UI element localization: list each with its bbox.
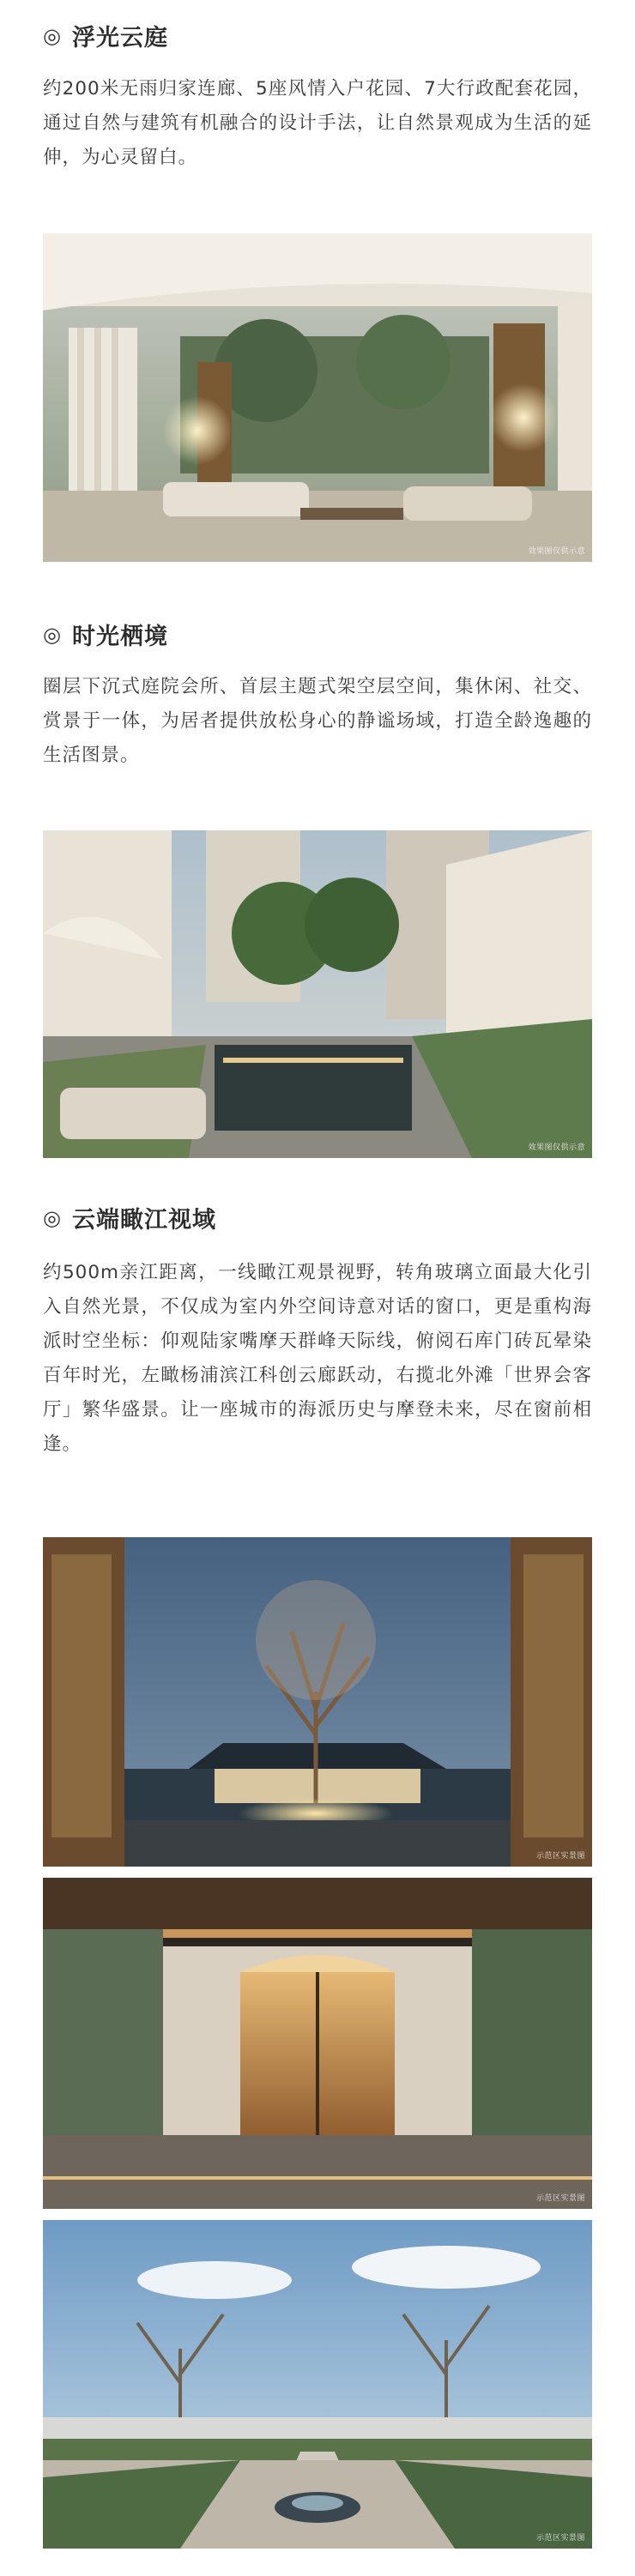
section-1-text: 约200米无雨归家连廊、5座风情入户花园、7大行政配套花园，通过自然与建筑有机融合的设计手法，让自然景观成为生活的延伸，为心灵留白。 (43, 78, 592, 168)
section-2-title: 时光栖境 (71, 624, 168, 650)
photo-caption: 示范区实景图 (535, 1852, 585, 1861)
fountain-courtyard-photo (43, 2220, 592, 2549)
circle-bullet-icon: ◎ (43, 622, 62, 647)
section-3-title: 云端瞰江视域 (71, 1207, 216, 1234)
photo-caption: 效果图仅供示意 (528, 1143, 585, 1152)
photo-caption: 效果图仅供示意 (528, 547, 585, 556)
section-1-heading (43, 19, 168, 52)
sunken-courtyard-photo (43, 830, 592, 1158)
photo-caption: 示范区实景图 (535, 2534, 585, 2543)
night-tree-plaza-photo (43, 1537, 592, 1867)
glass-entrance-photo (43, 1878, 592, 2209)
section-2-text: 圈层下沉式庭院会所、首层主题式架空层空间，集休闲、社交、赏景于一体，为居者提供放松身心的静谧场域，打造全龄逸趣的生活图景。 (43, 676, 592, 766)
photo-caption: 示范区实景图 (535, 2194, 585, 2203)
circle-bullet-icon: ◎ (43, 23, 62, 48)
section-1-title: 浮光云庭 (71, 25, 168, 51)
circle-bullet-icon: ◎ (43, 1205, 62, 1230)
section-3-text: 约500m亲江距离，一线瞰江观景视野，转角玻璃立面最大化引入自然光景，不仅成为室内外空间诗意对话的窗口，更是重构海派时空坐标：仰观陆家嘴摩天群峰天际线，俯阅石库门砖瓦晕染百年时光，左瞰杨浦滨江科创云廊跃动，右揽北外滩「世界会客厅」繁华盛景。让一座城市的海派历史与摩登未来，尽在窗前相逢。 (43, 1262, 592, 1455)
section-2-heading (43, 618, 168, 651)
section-3-heading (43, 1201, 216, 1234)
garden-lounge-photo (43, 233, 592, 562)
